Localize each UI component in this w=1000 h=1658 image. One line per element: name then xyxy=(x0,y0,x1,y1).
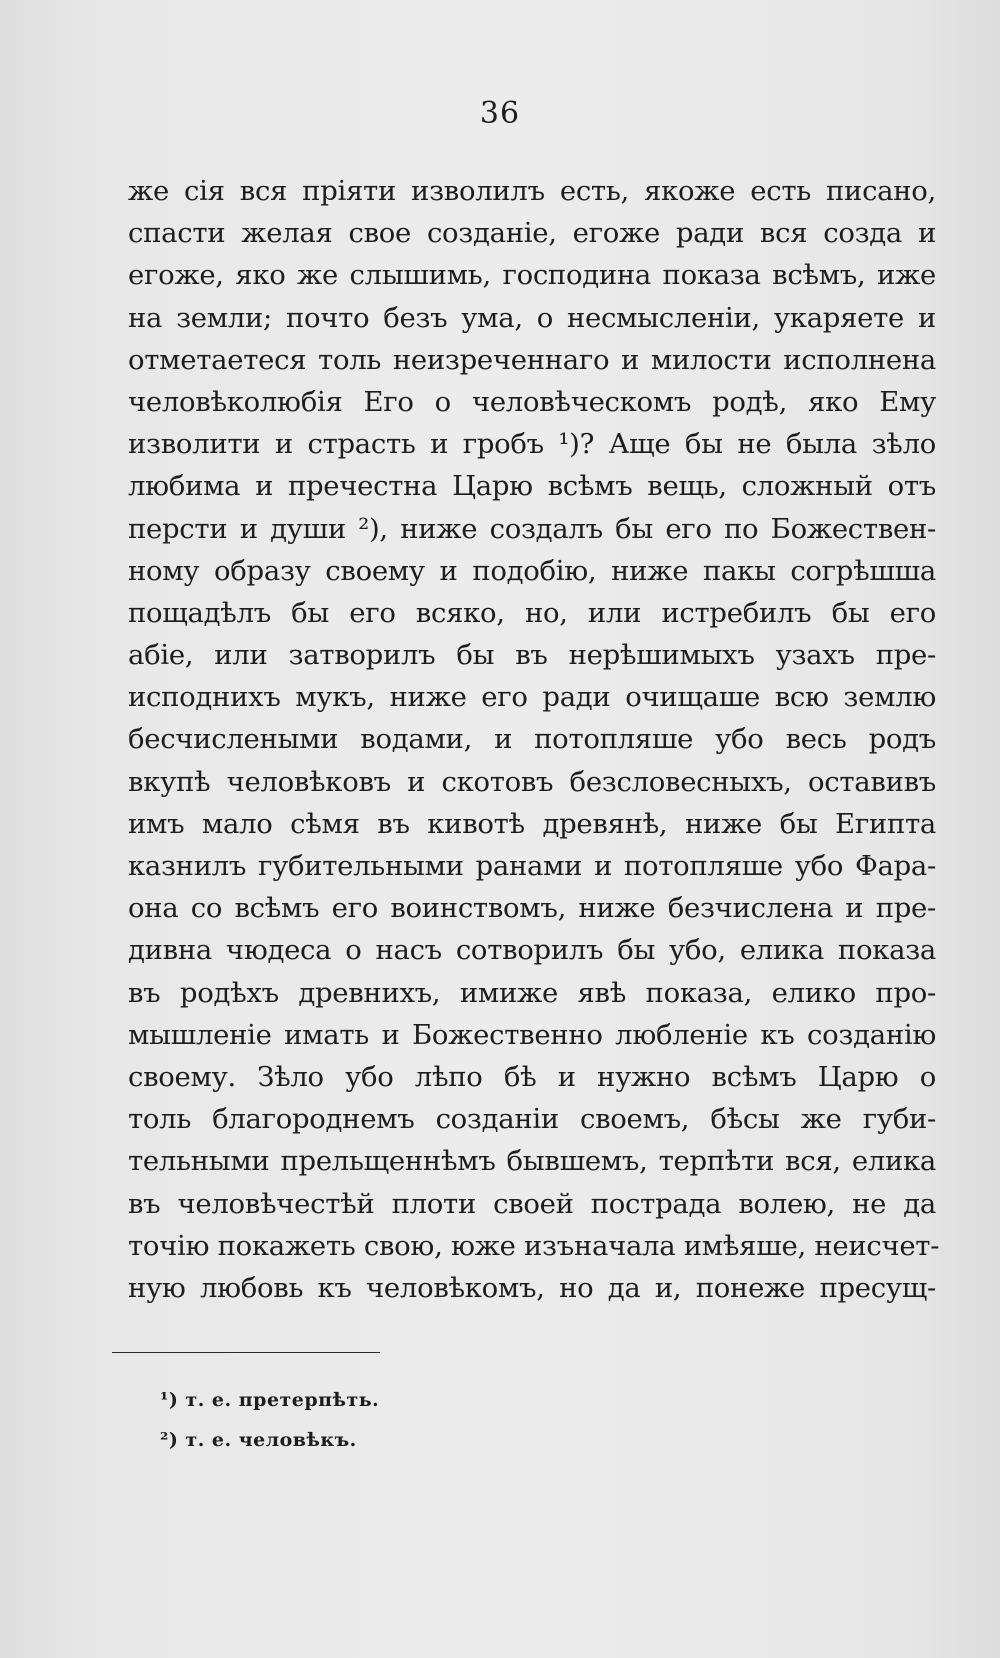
text-line: въ родѣхъ древнихъ, имиже явѣ показа, елико про- xyxy=(128,976,936,1009)
text-line: пощадѣлъ бы его всяко, но, или истребилъ бы его xyxy=(128,596,936,629)
footnote-2: ²) т. е. человѣкъ. xyxy=(160,1429,357,1451)
text-line: человѣколюбія Его о человѣческомъ родѣ, яко Ему xyxy=(128,385,936,418)
text-line: дивна чюдеса о насъ сотворилъ бы убо, елика показа xyxy=(128,934,936,967)
text-line: мышленіе имать и Божественно любленіе къ созданію xyxy=(128,1018,936,1051)
text-line: на земли; почто безъ ума, о несмысленіи, укаряете и xyxy=(128,301,936,334)
text-line: же сія вся пріяти изволилъ есть, якоже есть писано, xyxy=(128,175,936,207)
text-line: ному образу своему и подобію, ниже пакы согрѣшша xyxy=(128,554,936,587)
page-number: 36 xyxy=(479,96,521,131)
text-line: исподнихъ мукъ, ниже его ради очищаше всю землю xyxy=(128,681,936,714)
text-line: егоже, яко же слышимь, господина показа всѣмъ, иже xyxy=(128,259,936,292)
text-line: отметаетеся толь неизреченнаго и милости исполнена xyxy=(128,343,936,376)
footnote-divider xyxy=(112,1352,380,1353)
text-line: ную любовь къ человѣкомъ, но да и, понеже пресущ- xyxy=(128,1271,936,1304)
text-line: персти и души ²), ниже создалъ бы его по Божествен- xyxy=(128,512,936,545)
text-line: изволити и страсть и гробъ ¹)? Аще бы не была зѣло xyxy=(128,428,936,461)
text-line: казнилъ губительными ранами и потопляше убо Фара- xyxy=(128,850,936,882)
text-line: спасти желая свое созданіе, егоже ради вся созда и xyxy=(128,217,936,250)
body-text xyxy=(128,170,940,1309)
text-line: любима и пречестна Царю всѣмъ вещь, сложный отъ xyxy=(128,470,936,503)
text-line: своему. Зѣло убо лѣпо бѣ и нужно всѣмъ Царю о xyxy=(128,1060,936,1093)
text-line: точію покажеть свою, юже изъначала имѣяше, неисчет- xyxy=(128,1229,940,1262)
text-line: она со всѣмъ его воинствомъ, ниже безчислена и пре- xyxy=(128,892,936,925)
text-line: вкупѣ человѣковъ и скотовъ безсловесныхъ, оставивъ xyxy=(128,765,936,798)
text-line: бесчислеными водами, и потопляше убо весь родъ xyxy=(128,723,936,756)
text-line: имъ мало сѣмя въ кивотѣ древянѣ, ниже бы Египта xyxy=(128,807,936,840)
text-line: толь благороднемъ созданіи своемъ, бѣсы же губи- xyxy=(128,1103,936,1136)
footnote-1: ¹) т. е. претерпѣть. xyxy=(160,1389,380,1411)
footnotes xyxy=(160,1380,660,1460)
text-line: въ человѣчестѣй плоти своей пострада волею, не да xyxy=(128,1187,936,1220)
text-line: абіе, или затворилъ бы въ нерѣшимыхъ узахъ пре- xyxy=(128,639,936,672)
text-line: тельными прельщеннѣмъ бывшемъ, терпѣти вся, елика xyxy=(128,1145,936,1178)
